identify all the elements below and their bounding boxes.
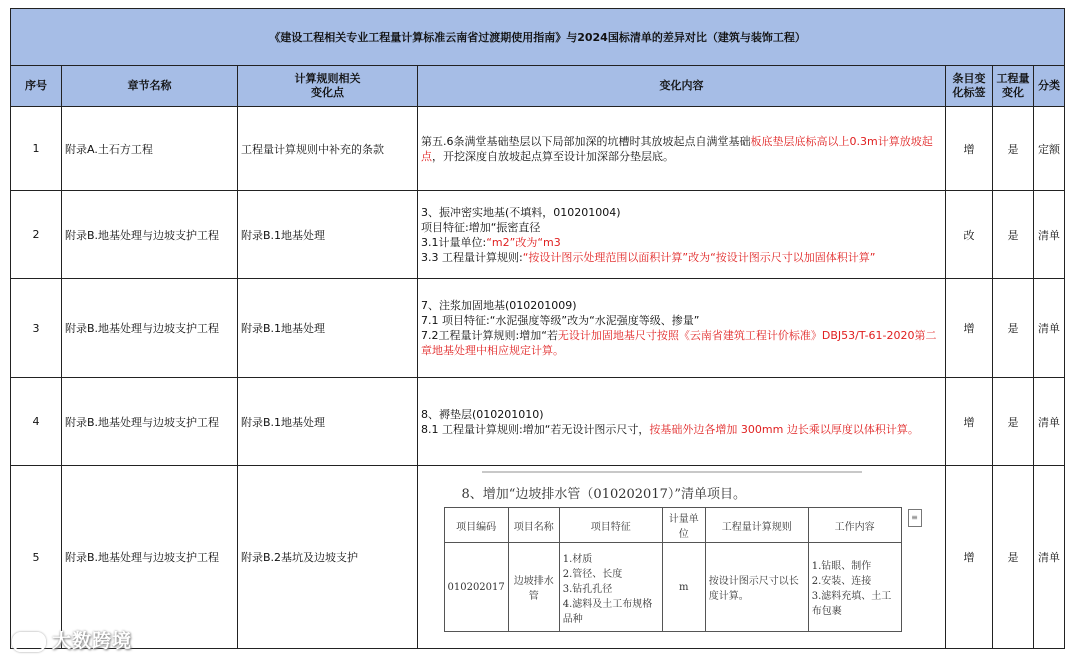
scan-features: 1.材质 2.管径、长度 3.钻孔孔径 4.滤料及土工布规格品种 xyxy=(559,543,662,632)
embedded-scan-image xyxy=(422,471,942,643)
row-class: 清单 xyxy=(1034,466,1065,649)
scan-code: 010202017 xyxy=(444,543,508,632)
row-rule: 附录B.1地基处理 xyxy=(238,191,418,279)
row-tag: 增 xyxy=(946,378,993,466)
scan-col-work: 工作内容 xyxy=(808,508,901,543)
header-rule: 计算规则相关 变化点 xyxy=(238,66,418,107)
row-class: 清单 xyxy=(1034,191,1065,279)
scan-col-features: 项目特征 xyxy=(559,508,662,543)
header-class: 分类 xyxy=(1034,66,1065,107)
comparison-sheet xyxy=(10,8,1064,649)
row-seq: 3 xyxy=(11,279,62,378)
row-rule: 附录B.1地基处理 xyxy=(238,378,418,466)
row-chapter: 附录B.地基处理与边坡支护工程 xyxy=(62,466,238,649)
scan-data-row xyxy=(444,543,901,632)
row-tag: 增 xyxy=(946,466,993,649)
row-seq: 5 xyxy=(11,466,62,649)
row-chapter: 附录B.地基处理与边坡支护工程 xyxy=(62,378,238,466)
row-seq: 2 xyxy=(11,191,62,279)
row-seq: 4 xyxy=(11,378,62,466)
table-row xyxy=(11,107,1065,191)
row-content: 8、褥垫层(010201010) 8.1 工程量计算规则:增加“若无设计图示尺寸，按基础外边各增加 300mm 边长乘以厚度以体积计算。 xyxy=(418,378,946,466)
scan-col-code: 项目编码 xyxy=(444,508,508,543)
scan-rule: 按设计图示尺寸以长度计算。 xyxy=(705,543,808,632)
table-row xyxy=(11,191,1065,279)
watermark-logo-icon xyxy=(12,632,46,652)
comparison-table xyxy=(10,8,1065,649)
header-content: 变化内容 xyxy=(418,66,946,107)
row-content: 3、振冲密实地基(不填料，010201004) 项目特征:增加“振密直径 3.1计量单位:“m2”改为“m3 3.3 工程量计算规则:“按设计图示处理范围以面积计算”改为“按设计图示尺寸以加固体积计算” xyxy=(418,191,946,279)
header-chapter: 章节名称 xyxy=(62,66,238,107)
table-row xyxy=(11,279,1065,378)
row-qty: 是 xyxy=(993,279,1034,378)
row-class: 清单 xyxy=(1034,378,1065,466)
row-rule: 工程量计算规则中补充的条款 xyxy=(238,107,418,191)
scan-unit: m xyxy=(662,543,705,632)
row-chapter: 附录B.地基处理与边坡支护工程 xyxy=(62,279,238,378)
table-row xyxy=(11,466,1065,649)
scan-col-unit: 计量单位 xyxy=(662,508,705,543)
row-tag: 改 xyxy=(946,191,993,279)
row-chapter: 附录B.地基处理与边坡支护工程 xyxy=(62,191,238,279)
row-rule: 附录B.1地基处理 xyxy=(238,279,418,378)
row-seq: 1 xyxy=(11,107,62,191)
row-rule: 附录B.2基坑及边坡支护 xyxy=(238,466,418,649)
row-tag: 增 xyxy=(946,107,993,191)
scan-heading: 8、增加“边坡排水管（010202017）”清单项目。 xyxy=(461,487,747,502)
document-icon: ≡ xyxy=(908,509,922,527)
header-row xyxy=(11,66,1065,107)
row-content: 第五.6条满堂基础垫层以下局部加深的坑槽时其放坡起点自满堂基础板底垫层底标高以上0.3m计算放坡起点，开挖深度自放坡起点算至设计加深部分垫层底。 xyxy=(418,107,946,191)
watermark-text: 大数跨境 xyxy=(52,630,133,652)
row-content xyxy=(418,466,946,649)
row-qty: 是 xyxy=(993,466,1034,649)
table-row xyxy=(11,378,1065,466)
row-qty: 是 xyxy=(993,378,1034,466)
header-qty: 工程量 变化 xyxy=(993,66,1034,107)
row-class: 清单 xyxy=(1034,279,1065,378)
scan-work: 1.钻眼、制作 2.安装、连接 3.滤料充填、土工布包裹 xyxy=(808,543,901,632)
scan-table xyxy=(444,507,902,632)
scan-col-name: 项目名称 xyxy=(508,508,559,543)
scan-cropped-text-line xyxy=(482,471,862,473)
scan-header-row xyxy=(444,508,901,543)
watermark xyxy=(12,626,132,653)
row-chapter: 附录A.土石方工程 xyxy=(62,107,238,191)
row-class: 定额 xyxy=(1034,107,1065,191)
scan-col-rule: 工程量计算规则 xyxy=(705,508,808,543)
row-content: 7、注浆加固地基(010201009) 7.1 项目特征:“水泥强度等级”改为“水泥强度等级、掺量” 7.2工程量计算规则:增加“若无设计加固地基尺寸按照《云南省建筑工程计价标准》DBJ53/T-61-2020第二章地基处理中相应规定计算。 xyxy=(418,279,946,378)
row-qty: 是 xyxy=(993,191,1034,279)
row-qty: 是 xyxy=(993,107,1034,191)
header-seq: 序号 xyxy=(11,66,62,107)
sheet-title: 《建设工程相关专业工程量计算标准云南省过渡期使用指南》与2024国标清单的差异对比（建筑与装饰工程） xyxy=(11,9,1065,66)
header-tag: 条目变 化标签 xyxy=(946,66,993,107)
row-tag: 增 xyxy=(946,279,993,378)
scan-name: 边坡排水管 xyxy=(508,543,559,632)
